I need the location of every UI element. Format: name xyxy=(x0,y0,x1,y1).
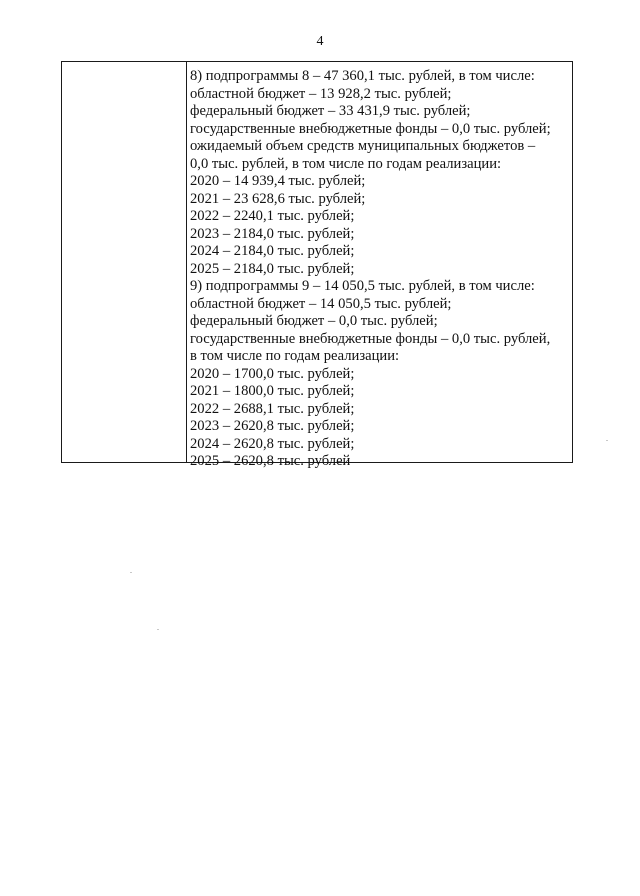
text-line: 2020 – 14 939,4 тыс. рублей; xyxy=(190,173,366,189)
text-line: 2021 – 1800,0 тыс. рублей; xyxy=(190,383,355,399)
text-line: 2025 – 2620,8 тыс. рублей xyxy=(190,453,351,469)
page-number: 4 xyxy=(316,34,324,49)
text-line: областной бюджет – 14 050,5 тыс. рублей; xyxy=(190,295,452,312)
text-line: 8) подпрограммы 8 – 47 360,1 тыс. рублей, в том числе: xyxy=(190,68,535,84)
text-line: федеральный бюджет – 0,0 тыс. рублей; xyxy=(190,313,438,329)
table-right-cell xyxy=(187,62,572,469)
text-line: областной бюджет – 13 928,2 тыс. рублей; xyxy=(190,85,452,102)
text-line: 2021 – 23 628,6 тыс. рублей; xyxy=(190,190,366,207)
scan-speck xyxy=(157,629,159,630)
text-line: 2022 – 2240,1 тыс. рублей; xyxy=(190,208,355,224)
scan-speck xyxy=(606,440,608,441)
text-line: 2023 – 2620,8 тыс. рублей; xyxy=(190,418,355,434)
scan-speck xyxy=(130,572,132,573)
text-line: 9) подпрограммы 9 – 14 050,5 тыс. рублей, в том числе: xyxy=(190,278,535,294)
funding-table xyxy=(61,61,573,469)
text-line: 0,0 тыс. рублей, в том числе по годам реализации: xyxy=(190,155,502,172)
text-line: 2024 – 2620,8 тыс. рублей; xyxy=(190,435,355,452)
text-line: 2024 – 2184,0 тыс. рублей; xyxy=(190,243,355,259)
text-line: 2022 – 2688,1 тыс. рублей; xyxy=(190,400,355,417)
text-line: федеральный бюджет – 33 431,9 тыс. рублей; xyxy=(190,103,471,119)
text-line: 2023 – 2184,0 тыс. рублей; xyxy=(190,225,355,242)
text-line: в том числе по годам реализации: xyxy=(190,348,400,364)
text-line: ожидаемый объем средств муниципальных бюджетов – xyxy=(190,138,536,154)
text-line: государственные внебюджетные фонды – 0,0 тыс. рублей; xyxy=(190,120,551,137)
text-line: 2025 – 2184,0 тыс. рублей; xyxy=(190,260,355,277)
text-line: государственные внебюджетные фонды – 0,0 тыс. рублей, xyxy=(190,330,551,347)
table-left-cell xyxy=(62,62,187,462)
text-line: 2020 – 1700,0 тыс. рублей; xyxy=(190,365,355,382)
